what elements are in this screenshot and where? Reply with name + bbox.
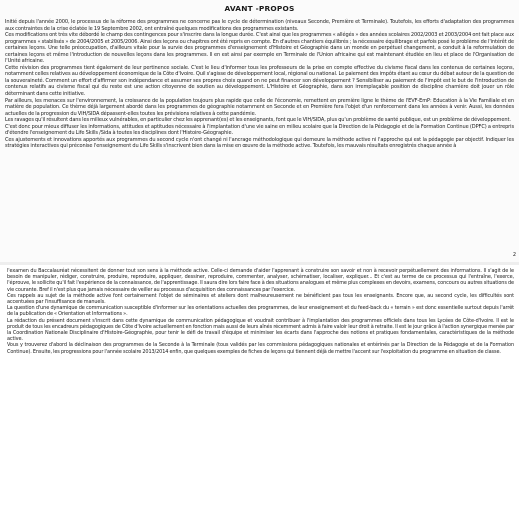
paragraph: Par ailleurs, les menaces sur l'environnement, la croissance de la population toujours plus rapide que celle de l'économie, remettent en première ligne le thème de l'EVF-EmP: Education à la Vie Familiale et en matière de population. Ce thème déjà largement abordé dans les programmes de géographie notamment en Seconde et en Première fera l'objet d'un renforcement dans les années à venir. Aussi, les données actuelles de la progression du VIH/SIDA dépassent-elles toutes les prévisions relatives à cette pandémie.: [5, 97, 514, 117]
paragraph: Ces rappels au sujet de la méthode active font certainement l'objet de séminaires et ateliers dont malheureusement ne bénéficient pas tous les enseignants. Encore que, au second cycle, les difficultés sont accentuées par l'insuffisance de manuels.: [7, 292, 514, 306]
page-title: AVANT -PROPOS: [224, 4, 295, 13]
page-number: 2: [512, 252, 516, 258]
page-break-divider: [0, 262, 519, 265]
paragraph: Cette révision des programmes tient également de leur pertinence sociale. C'est le lieu d'informer tous les professeurs de la prise en compte effective du civisme fiscal dans les contenus de certaines leçons, notamment celles relatives au développement économique de la Côte d'Ivoire. Quil s'agisse de développement local, régional ou national. Le paiement des impôts étant au cœur du débat autour de la question de la souveraineté. Comment un effort d'affirmer son indépendance et assumer ses propres choix quand on ne peut financer son développement ? Sensibiliser au paiement de l'impôt est le but de l'introduction de contenus relatifs au civisme fiscal qui du reste est une action citoyenne de soutien au développement. L'Histoire et Géographie, dans son irremplaçable position de discipline charnière doit jouer un rôle déterminant dans cette initiative.: [5, 64, 514, 98]
paragraph: La rédaction du présent document s'inscrit dans cette dynamique de communication pédagogique et voudrait contribuer à l'implantation des programmes officiels dans tous les Lycées de Côte-d'Ivoire. Il est le produit de tous les encadreurs pédagogiques de Côte d'Ivoire actuellement en fonction mais aussi de leurs aînés récemment admis à faire valoir leur droit à retraite. Il est le jour grâce à l'action synergique menée par la Coordination Nationale Disciplinaire d'Histoire-Géographie, pour tenir le défi de travail d'équipe et minimiser les écarts dans l'approche des notions et pratiques fondamentales, caractéristiques de la méthode active.: [7, 317, 514, 343]
paragraph: Initié depuis l'année 2000, le processus de la réforme des programmes ne concerne pas le cycle de détermination (niveaux Seconde, Première et Terminale). Toutefois, les efforts d'adaptation des programmes aux contraintes de la crise éclatée le 19 Septembre 2002, ont entraîné quelques modifications des programmes existants.: [5, 19, 514, 32]
paragraph: C'est donc pour mieux diffuser les informations, attitudes et aptitudes nécessaire à l'implantation d'une vie saine en milieu scolaire que la Direction de la Pédagogie et de la Formation Continue (DPFC) a entrepris d'étendre l'enseignement du Life Skills /Sida à toutes les disciplines dont l'Histoire-Géographie.: [5, 123, 514, 137]
paragraph: l'examen du Baccalauréat nécessitent de donner tout son sens à la méthode active. Celle-ci demande d'aider l'apprenant à construire son savoir et non à recevoir perpétuellement des informations. Il s'agit de le besoin de manipuler, rédiger, construire, produire, reproduire, appliquer, dessiner, reproduire, commenter, analyser, schématiser, localiser, expliquer... Et c'est au terme de ce processus qui l'entraîne, l'exerce, l'éprouve, le sollicite qu'il fait l'expérience de la connaissance, de l'apprentissage. Il saura dire lors faire face à des situations analogues et même plus complexes en devoirs, examens, concours ou autres situations de vie courante. Bref il n'est plus que jamais nécessaire de veiller au processus d'acquisition des connaissances par l'exercice.: [7, 268, 514, 293]
paragraph: Les ravages qu'il résultent dans les milieux vulnérables, en particulier chez les apprenant(es) et les enseignants, font que le VIH/SIDA, plus qu'un problème de santé publique, est un problème de développement.: [5, 117, 511, 124]
foreword-top-text: [5, 19, 514, 150]
paragraph: La question d'une dynamique de communication susceptible d'informer sur les orientations actuelles des programmes, de leur enseignement et du feed-back du « terrain » est donc essentielle surtout depuis l'arrêt de la publication de « Orientation et Informations ».: [7, 305, 514, 318]
page-bottom-edge: [0, 494, 519, 512]
paragraph: Ces modifications ont très vite débordé le champ des contingences pour s'inscrire dans la longue durée. C'est ainsi que les programmes « allégés » des années scolaires 2002/2003 et 2003/2004 ont fait place aux programmes « stabilisés » de 2004/2005 et 2005/2006. Ainsi des leçons ou chapitres ont été repris en compte. En d'autres chantiers équilibrés ; la nécessaire équilibrage et parfois posé le problème de l'intérêt de certaines leçons. Une telle préoccupation, d'ailleurs vitale pour la survie des programmes d'enseignement d'Histoire et Géographie dans un monde en perpétuel changement, a conduit à la reformulation de certaines leçons et même l'introduction de nouvelles leçons dans les programmes. Il en est ainsi par exemple en Terminale de l'Union africaine qui est maintenant étudiée en lieu et place de l'Organisation de l'Unité africaine.: [5, 32, 514, 65]
paragraph: Ces ajustements et innovations apportés aux programmes du second cycle n'ont changé ni l'ancrage méthodologique qui demeure la méthode active ni l'approche qui est la pédagogie par objectif. Indiquer les stratégies interactives qui préconise l'enseignement du Life Skills s'inscrivent bien dans la mise en œuvre de la méthode active. Toutefois, les mauvais résultats enregistrés chaque année à: [5, 136, 514, 150]
foreword-bottom-text: [7, 268, 514, 355]
paragraph: Vous y trouverez d'abord la déclinaison des programmes de la Seconde à la Terminale (tous validés par les commissions pédagogiques nationales et entérinés par la Direction de la Pédagogie et de la Formation Continue). Ensuite, les progressions pour l'année scolaire 2013/2014 enfin, que quelques exemples de fiches de leçons qui tiennent déjà de mettre l'accent sur l'exploitation du programme en situation de classe.: [7, 342, 514, 355]
